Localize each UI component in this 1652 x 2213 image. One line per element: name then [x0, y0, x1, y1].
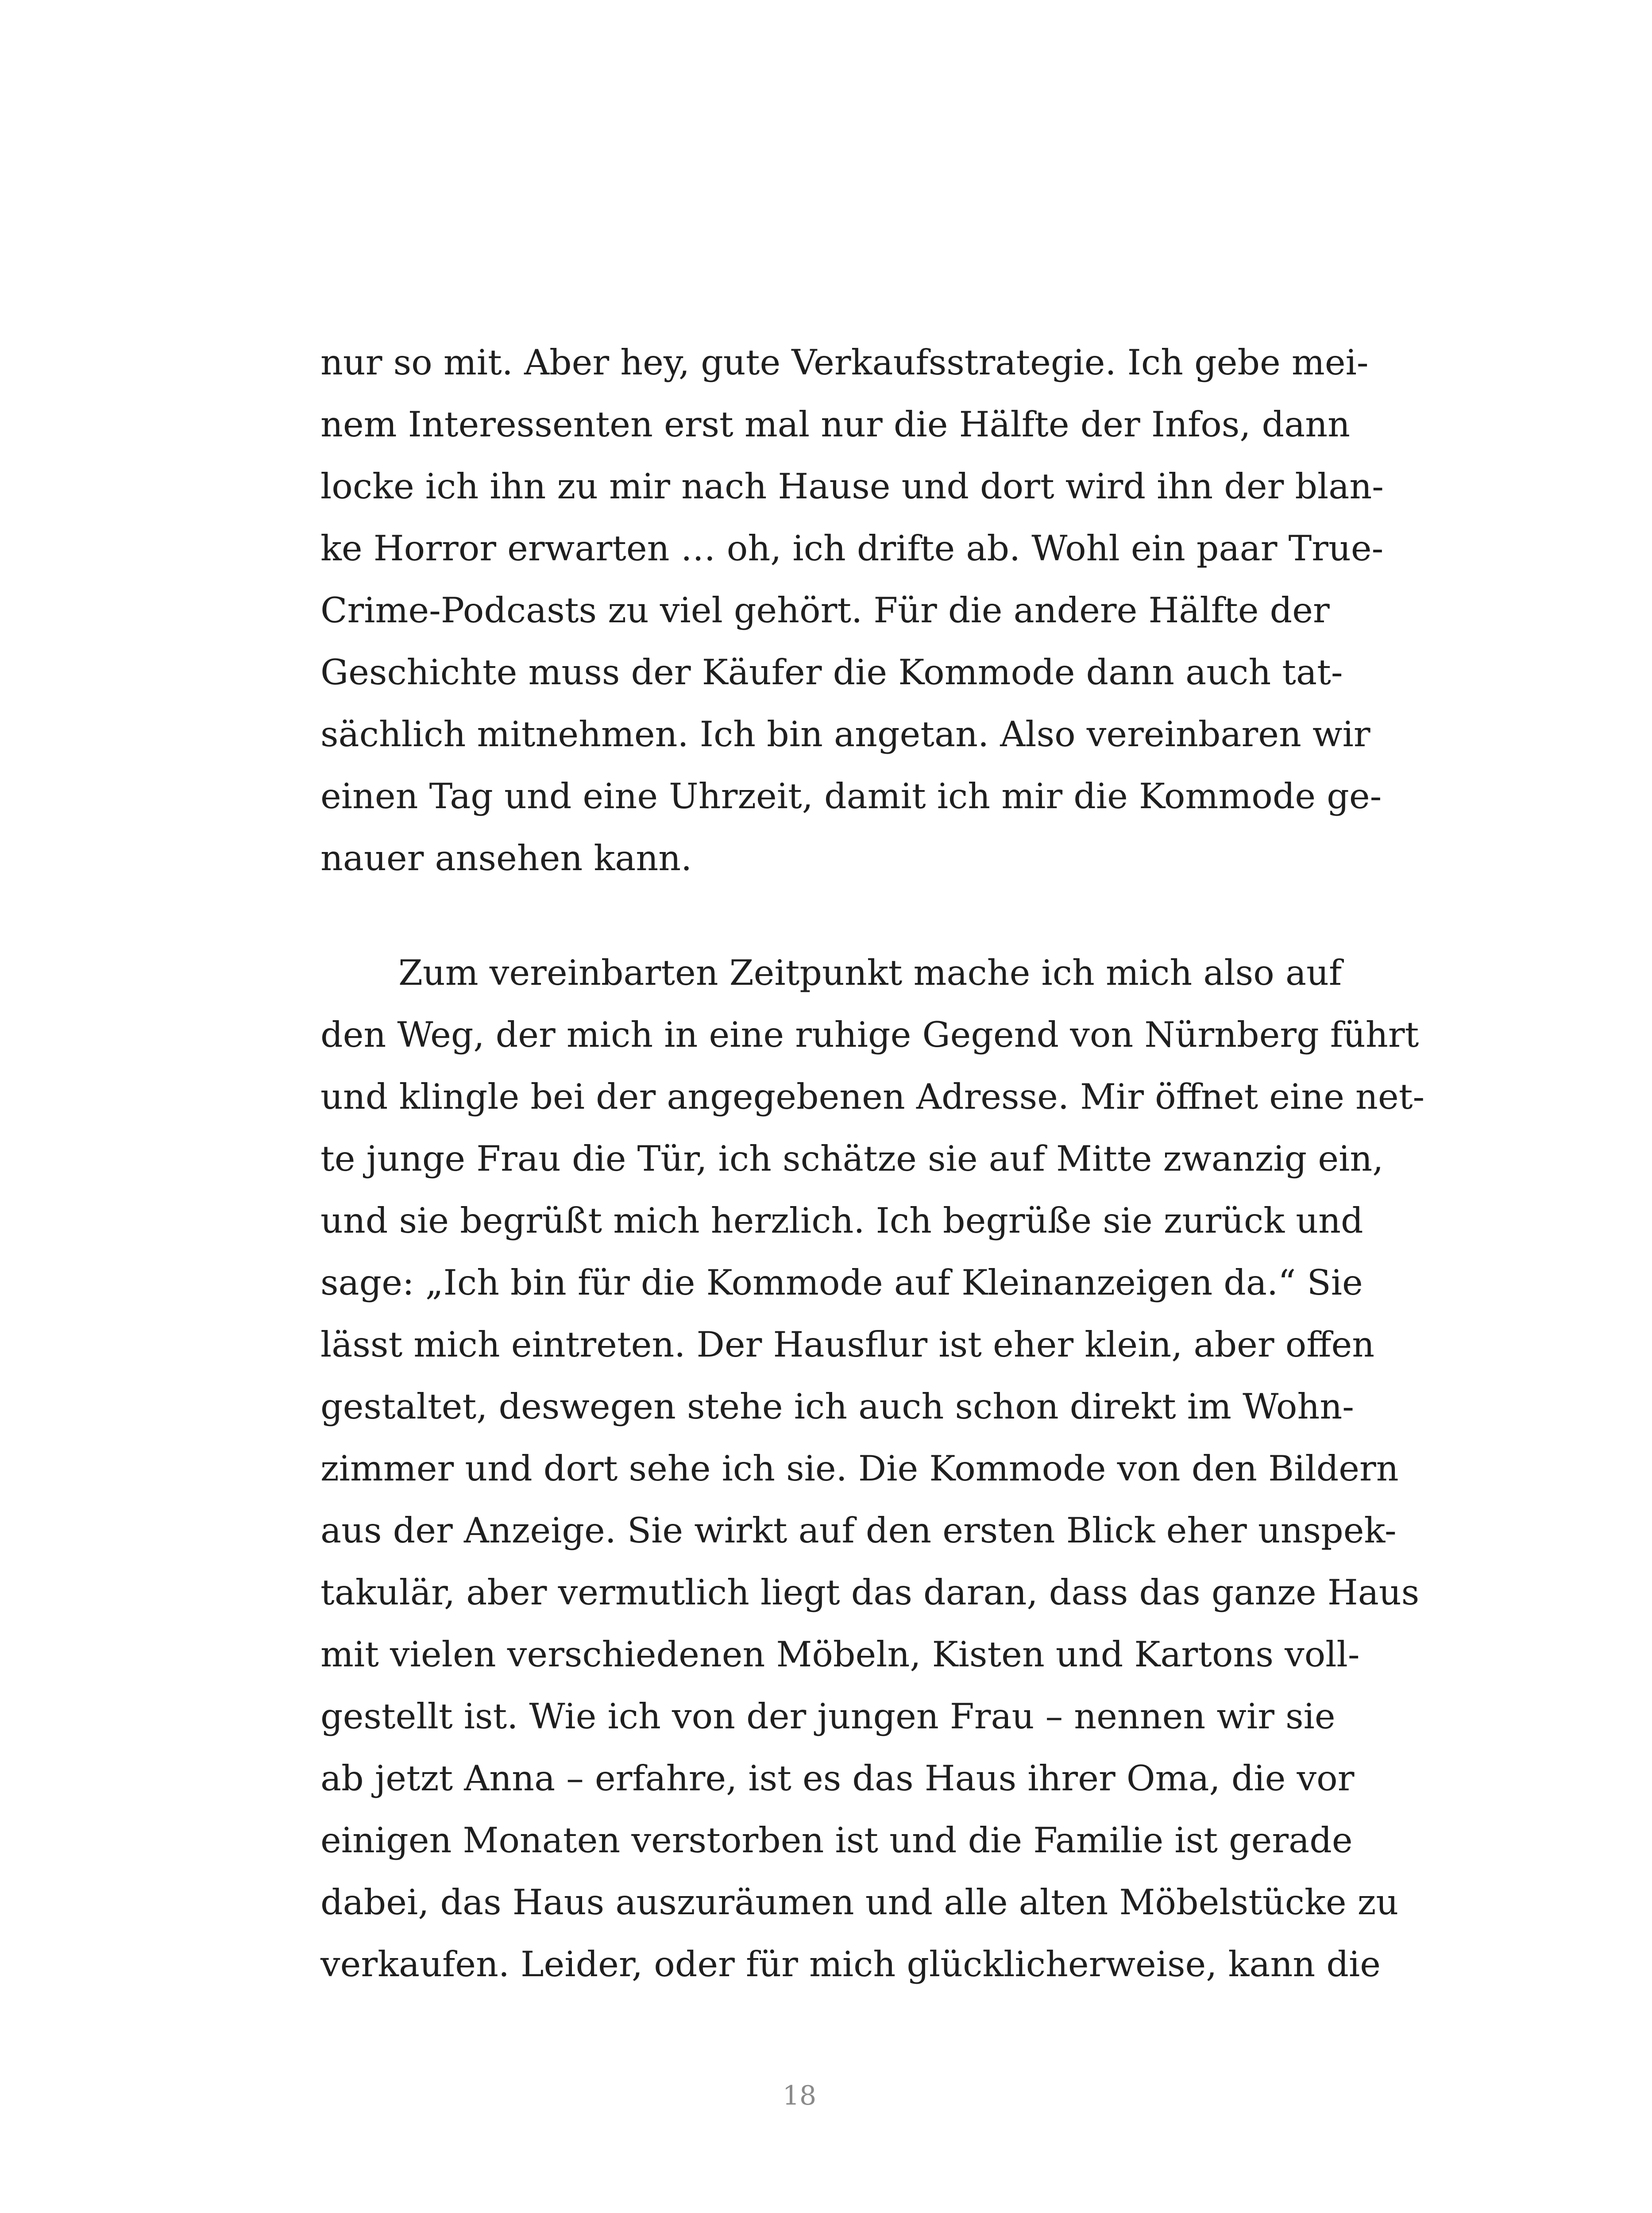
text-line: den Weg, der mich in eine ruhige Gegend von Nürnberg führt — [320, 1014, 1419, 1055]
text-line: nur so mit. Aber hey, gute Verkaufsstrategie. Ich gebe mei- — [320, 342, 1369, 383]
text-line: einen Tag und eine Uhrzeit, damit ich mir die Kommode ge- — [320, 776, 1382, 817]
text-line: gestellt ist. Wie ich von der jungen Frau – nennen wir sie — [320, 1696, 1335, 1737]
text-line: und sie begrüßt mich herzlich. Ich begrüße sie zurück und — [320, 1200, 1363, 1241]
text-line: zimmer und dort sehe ich sie. Die Kommode von den Bildern — [320, 1448, 1399, 1489]
text-line: gestaltet, deswegen stehe ich auch schon direkt im Wohn- — [320, 1386, 1354, 1427]
text-line: lässt mich eintreten. Der Hausflur ist eher klein, aber offen — [320, 1324, 1375, 1365]
text-line: Crime-Podcasts zu viel gehört. Für die andere Hälfte der — [320, 590, 1330, 631]
text-line: nem Interessenten erst mal nur die Hälfte der Infos, dann — [320, 404, 1350, 445]
text-line: verkaufen. Leider, oder für mich glücklicherweise, kann die — [320, 1944, 1381, 1985]
text-line: nauer ansehen kann. — [320, 838, 692, 879]
text-line: sage: „Ich bin für die Kommode auf Kleinanzeigen da.“ Sie — [320, 1262, 1363, 1303]
text-line: takulär, aber vermutlich liegt das daran, dass das ganze Haus — [320, 1572, 1420, 1613]
text-line: locke ich ihn zu mir nach Hause und dort wird ihn der blan- — [320, 466, 1384, 507]
text-line: aus der Anzeige. Sie wirkt auf den ersten Blick eher unspek- — [320, 1510, 1397, 1551]
text-line: Geschichte muss der Käufer die Kommode dann auch tat- — [320, 652, 1343, 693]
text-line: dabei, das Haus auszuräumen und alle alten Möbelstücke zu — [320, 1882, 1399, 1923]
paragraph-2 — [320, 942, 1425, 1995]
text-line: einigen Monaten verstorben ist und die Familie ist gerade — [320, 1820, 1353, 1861]
text-line: ke Horror erwarten … oh, ich drifte ab. Wohl ein paar True- — [320, 528, 1384, 569]
text-line: Zum vereinbarten Zeitpunkt mache ich mich also auf — [398, 952, 1342, 993]
text-line: te junge Frau die Tür, ich schätze sie auf Mitte zwanzig ein, — [320, 1138, 1384, 1179]
text-line: mit vielen verschiedenen Möbeln, Kisten und Kartons voll- — [320, 1634, 1360, 1675]
text-line: sächlich mitnehmen. Ich bin angetan. Also vereinbaren wir — [320, 714, 1370, 755]
page-number: 18 — [782, 2080, 817, 2111]
text-line: und klingle bei der angegebenen Adresse. Mir öffnet eine net- — [320, 1076, 1425, 1117]
paragraph-1 — [320, 332, 1384, 889]
text-line: ab jetzt Anna – erfahre, ist es das Haus ihrer Oma, die vor — [320, 1758, 1355, 1799]
